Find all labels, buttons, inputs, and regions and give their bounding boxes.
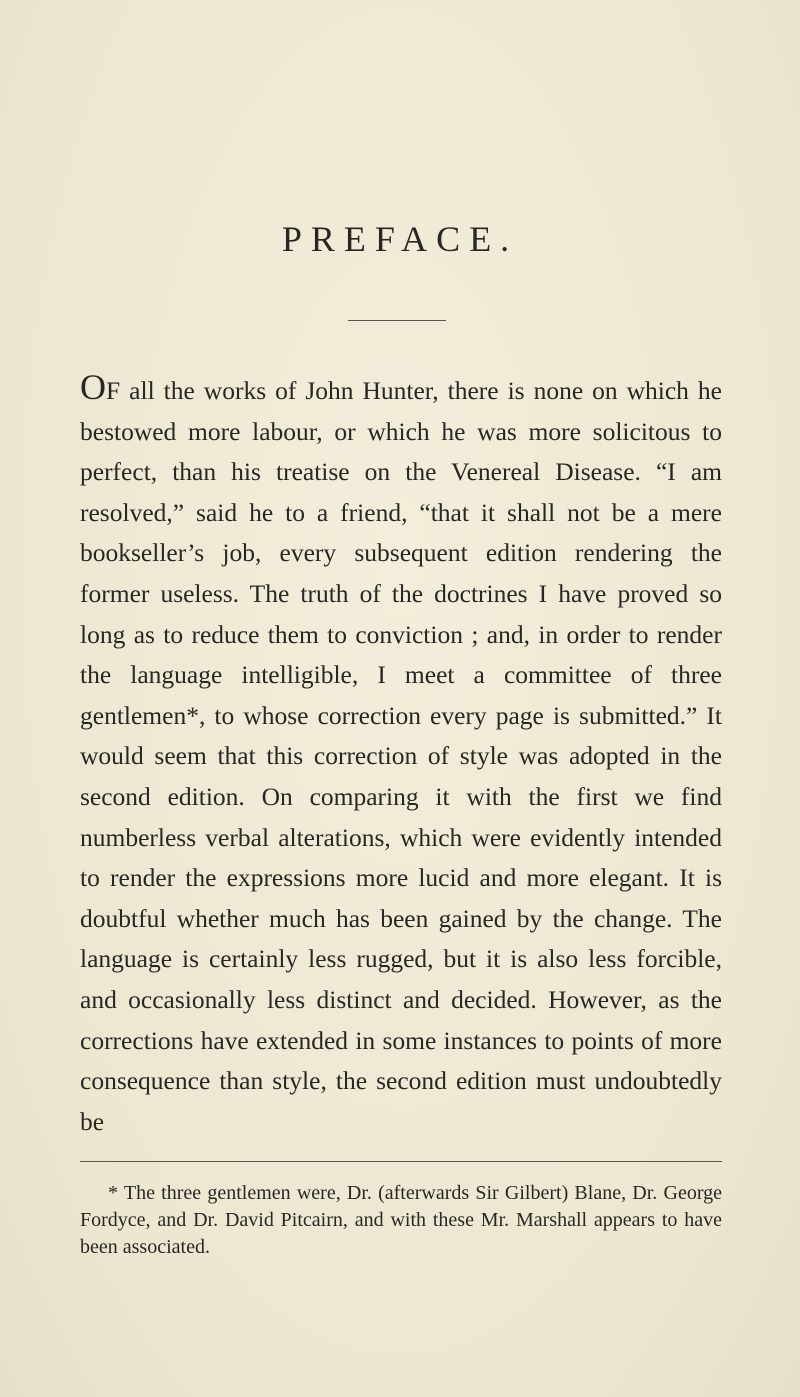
footnote xyxy=(80,1180,722,1261)
page-heading: PREFACE. xyxy=(281,219,519,259)
preface-paragraph xyxy=(80,369,722,1142)
paragraph-text-part-1: all the works of John Hunter, there is none on which he bestowed more labour, or which he was more solicitous to perfect, than his treatise on the Venereal Disease. “I am resolved,” said he to a friend, “that it shall not be a mere bookseller’s job, every subsequent edition rendering the former useless. The truth of the doctrines I have proved so long as to reduce them to conviction ; and, in order to render the language intelligible, I meet a committee of three gentlemen xyxy=(80,376,722,730)
lead-cap-rest: F xyxy=(106,376,121,405)
footnote-mark: * xyxy=(108,1182,118,1204)
drop-cap: O xyxy=(80,367,106,407)
heading-divider xyxy=(348,320,446,321)
paragraph-text-part-2: , to whose correction every page is submitted.” It would seem that this correction of style was adopted in the second edition. On comparing it with the first we find numberless verbal alterations, which were evidently intended to render the expressions more lucid and more elegant. It is doubtful whether much has been gained by the change. The language is certainly less rugged, but it is also less forcible, and occasionally less distinct and decided. However, as the corrections have extended in some instances to points of more consequence than style, the second edition must undoubtedly be xyxy=(80,700,722,1136)
footnote-text: The three gentlemen were, Dr. (afterwards Sir Gilbert) Blane, Dr. George Fordyce, and Dr. David Pitcairn, and with these Mr. Marshall appears to have been associated. xyxy=(80,1182,722,1258)
footnote-reference-mark: * xyxy=(186,700,199,730)
footnote-divider xyxy=(80,1161,722,1162)
